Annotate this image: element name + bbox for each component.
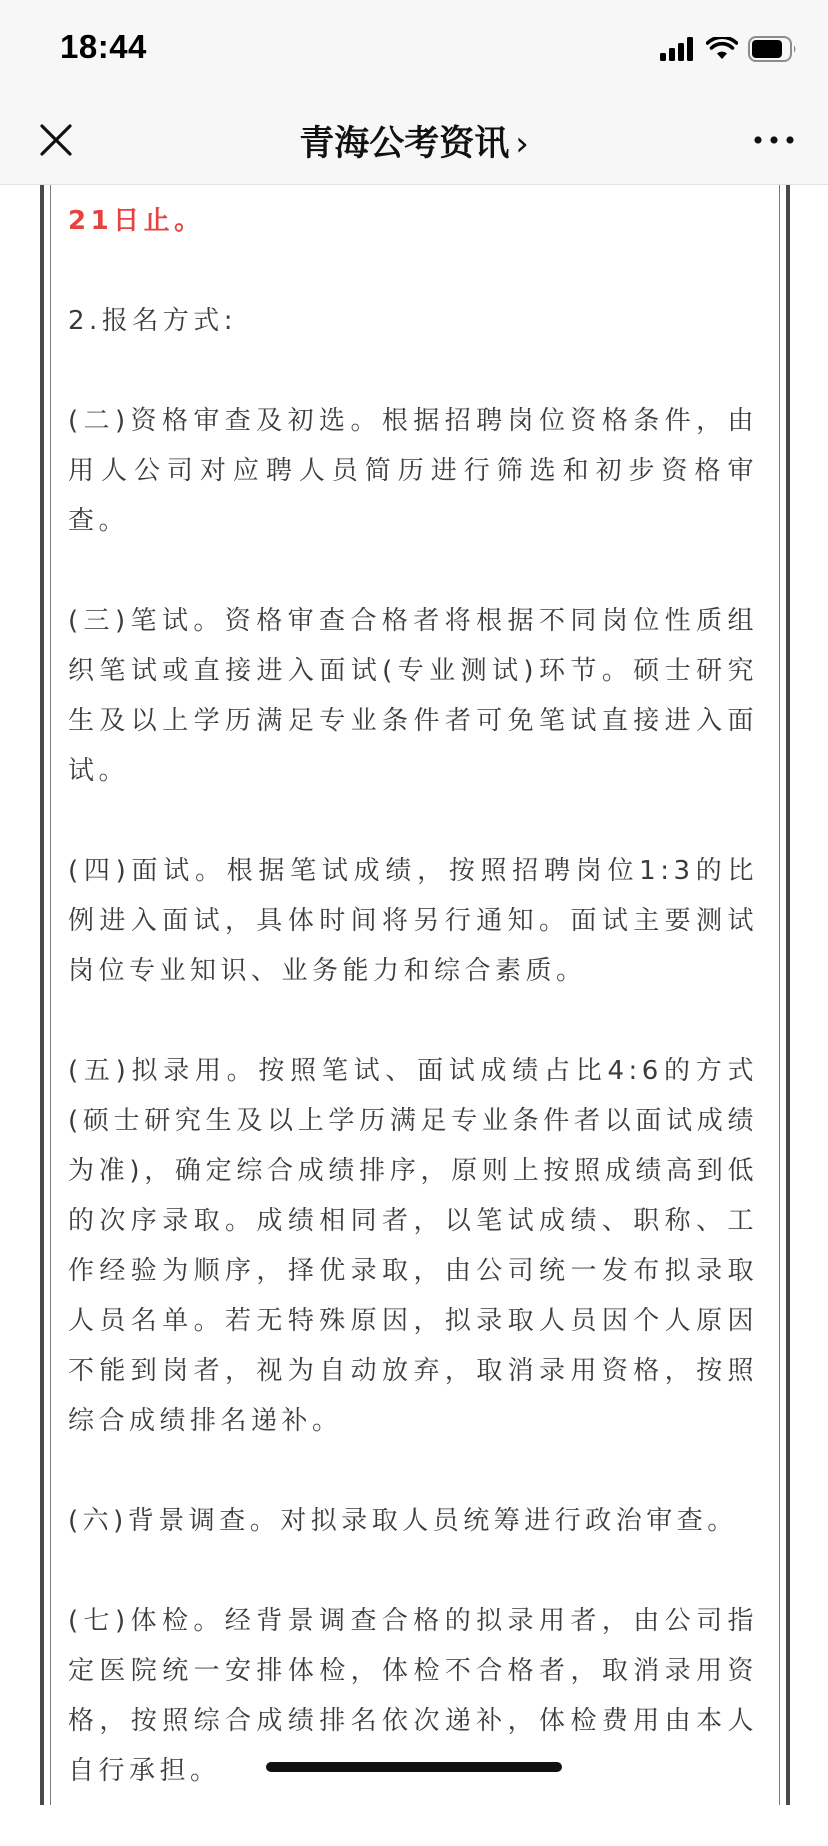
account-title-link[interactable] [0, 116, 828, 166]
paragraph-medical-exam: (七)体检。经背景调查合格的拟录用者，由公司指定医院统一安排体检，体检不合格者，取消录用资格，按照综合成绩排名依次递补，体检费用由本人自行承担。 [68, 1606, 758, 1786]
paragraph-background-check: (六)背景调查。对拟录取人员统筹进行政治审查。 [68, 1506, 738, 1536]
registration-deadline-text: 21日止。 [68, 206, 205, 236]
paragraph-interview: (四)面试。根据笔试成绩，按照招聘岗位1:3的比例进入面试，具体时间将另行通知。面试主要测试岗位专业知识、业务能力和综合素质。 [68, 856, 758, 986]
nav-bar [0, 96, 828, 185]
paragraph-proposed-hiring: (五)拟录用。按照笔试、面试成绩占比4:6的方式(硕士研究生及以上学历满足专业条件者以面试成绩为准)，确定综合成绩排序，原则上按照成绩高到低的次序录取。成绩相同者，以笔试成绩、职称、工作经验为顺序，择优录取，由公司统一发布拟录取人员名单。若无特殊原因，拟录取人员因个人原因不能到岗者，视为自动放弃，取消录用资格，按照综合成绩排名递补。 [68, 1056, 758, 1436]
status-time: 18:44 [60, 28, 147, 65]
account-name: 青海公考资讯 [299, 124, 510, 164]
registration-method-heading: 2.报名方式: [68, 306, 238, 336]
status-bar [0, 0, 828, 96]
paragraph-qualification-review: (二)资格审查及初选。根据招聘岗位资格条件，由用人公司对应聘人员简历进行筛选和初步资格审查。 [68, 406, 758, 536]
paragraph-written-exam: (三)笔试。资格审查合格者将根据不同岗位性质组织笔试或直接进入面试(专业测试)环节。硕士研究生及以上学历满足专业条件者可免笔试直接进入面试。 [68, 606, 758, 786]
status-icons [660, 34, 798, 64]
wifi-icon [706, 37, 738, 61]
more-icon[interactable] [750, 126, 798, 154]
battery-icon [748, 36, 798, 62]
home-indicator[interactable] [266, 1762, 562, 1772]
signal-icon [660, 37, 696, 61]
chevron-right-icon: › [515, 124, 529, 164]
article-content [68, 196, 758, 1846]
